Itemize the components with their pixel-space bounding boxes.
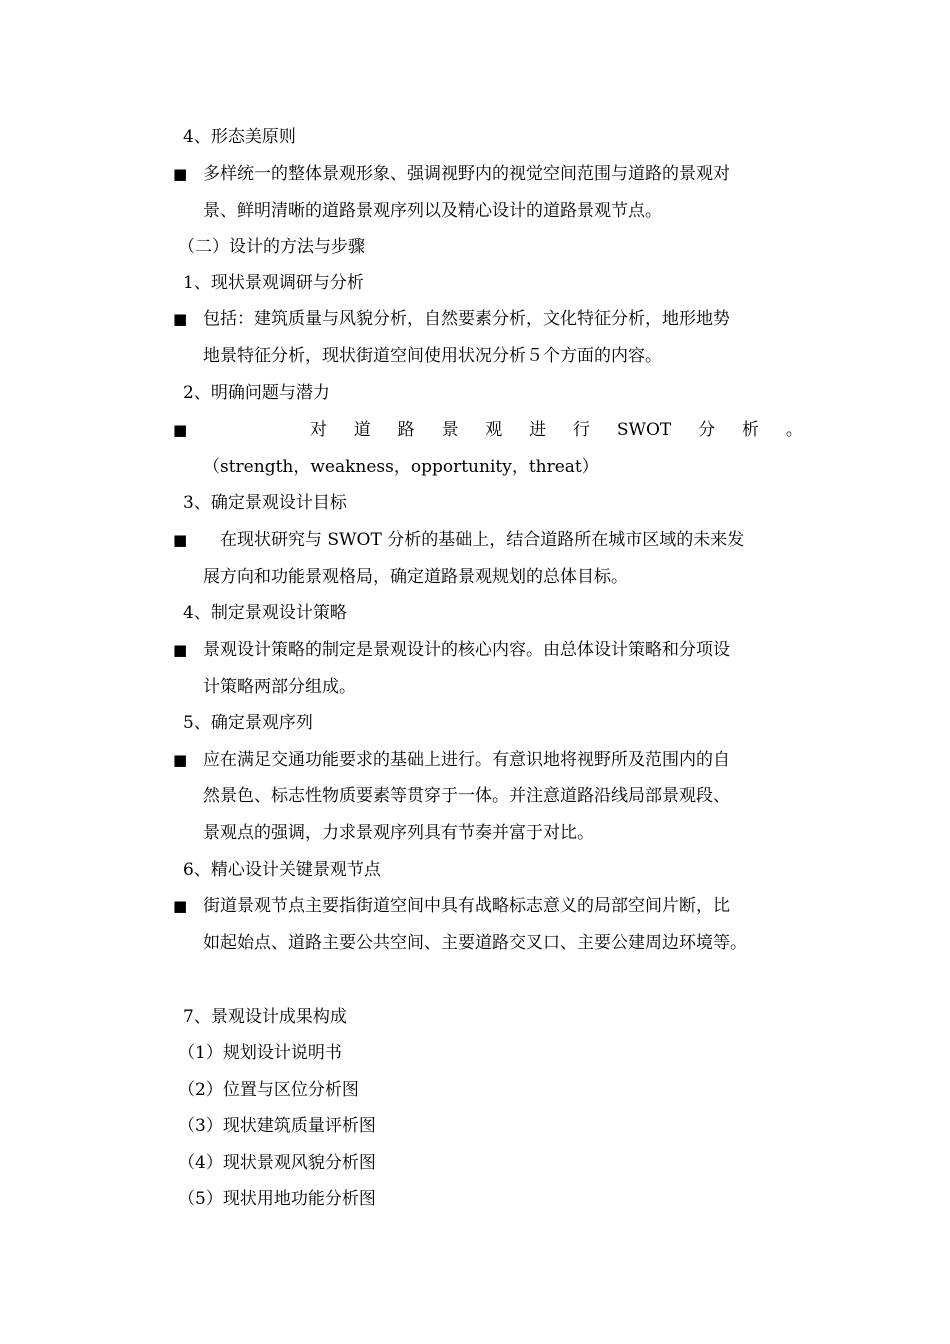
paragraph-line: 计策略两部分组成。	[203, 677, 356, 697]
swot-word: 行	[573, 420, 591, 440]
bullet-paragraph-3	[0, 412, 950, 448]
deliverable-item: （4）现状景观风貌分析图	[178, 1153, 376, 1173]
bullet-square-icon: ■	[173, 421, 188, 439]
heading-form-beauty: 4、形态美原则	[183, 127, 296, 147]
deliverable-item: （5）现状用地功能分析图	[178, 1189, 376, 1209]
step-heading-2: 2、明确问题与潜力	[183, 383, 330, 403]
swot-word: 对	[309, 420, 327, 440]
swot-word: 。	[785, 420, 803, 440]
swot-word: 析	[742, 420, 759, 440]
paragraph-line: 包括：建筑质量与风貌分析，自然要素分析，文化特征分析，地形地势	[203, 309, 730, 329]
paragraph-line: 街道景观节点主要指街道空间中具有战略标志意义的局部空间片断，比	[203, 896, 730, 916]
bullet-paragraph-5	[0, 632, 950, 668]
bullet-square-icon: ■	[173, 310, 188, 328]
step-heading-4: 4、制定景观设计策略	[183, 603, 347, 623]
bullet-paragraph-2	[0, 301, 950, 337]
line-indent-spacer	[203, 412, 283, 448]
swot-word: 分	[698, 420, 716, 440]
step-heading-3: 3、确定景观设计目标	[183, 493, 347, 513]
step-heading-6: 6、精心设计关键景观节点	[183, 860, 381, 880]
paragraph-line: 展方向和功能景观格局，确定道路景观规划的总体目标。	[203, 567, 628, 587]
swot-word: 进	[529, 420, 547, 440]
step-heading-1: 1、现状景观调研与分析	[183, 273, 364, 293]
bullet-paragraph-1	[0, 156, 950, 192]
swot-justified-line	[203, 412, 803, 448]
swot-word: 景	[441, 420, 459, 440]
paragraph-line: 如起始点、道路主要公共空间、主要道路交叉口、主要公建周边环境等。	[203, 933, 747, 953]
paragraph-line: 景观设计策略的制定是景观设计的核心内容。由总体设计策略和分项设	[203, 640, 730, 660]
section-heading-method: （二）设计的方法与步骤	[178, 237, 365, 257]
paragraph-line: 应在满足交通功能要求的基础上进行。有意识地将视野所及范围内的自	[203, 750, 730, 770]
paragraph-line: 景、鲜明清晰的道路景观序列以及精心设计的道路景观节点。	[203, 201, 662, 221]
step-heading-7: 7、景观设计成果构成	[183, 1007, 347, 1027]
swot-word: 观	[485, 420, 503, 440]
swot-word: 路	[397, 420, 415, 440]
step-heading-5: 5、确定景观序列	[183, 713, 313, 733]
bullet-square-icon: ■	[173, 165, 188, 183]
bullet-paragraph-7	[0, 888, 950, 924]
bullet-square-icon: ■	[173, 897, 188, 915]
paragraph-line: 多样统一的整体景观形象、强调视野内的视觉空间范围与道路的景观对	[203, 164, 730, 184]
deliverable-item: （2）位置与区位分析图	[178, 1080, 359, 1100]
swot-word: 道	[353, 420, 371, 440]
bullet-square-icon: ■	[173, 641, 188, 659]
bullet-square-icon: ■	[173, 531, 188, 549]
deliverable-item: （3）现状建筑质量评析图	[178, 1116, 376, 1136]
paragraph-line: 在现状研究与 SWOT 分析的基础上，结合道路所在城市区域的未来发	[203, 530, 745, 550]
swot-word: SWOT	[616, 420, 672, 440]
paragraph-line: 地景特征分析，现状街道空间使用状况分析５个方面的内容。	[203, 346, 662, 366]
paragraph-line: 景观点的强调，力求景观序列具有节奏并富于对比。	[203, 823, 594, 843]
paragraph-line: 然景色、标志性物质要素等贯穿于一体。并注意道路沿线局部景观段、	[203, 786, 730, 806]
bullet-paragraph-4	[0, 522, 950, 558]
bullet-square-icon: ■	[173, 751, 188, 769]
bullet-paragraph-6	[0, 742, 950, 778]
deliverable-item: （1）规划设计说明书	[178, 1043, 342, 1063]
paragraph-line: （strength，weakness，opportunity，threat）	[203, 457, 599, 477]
